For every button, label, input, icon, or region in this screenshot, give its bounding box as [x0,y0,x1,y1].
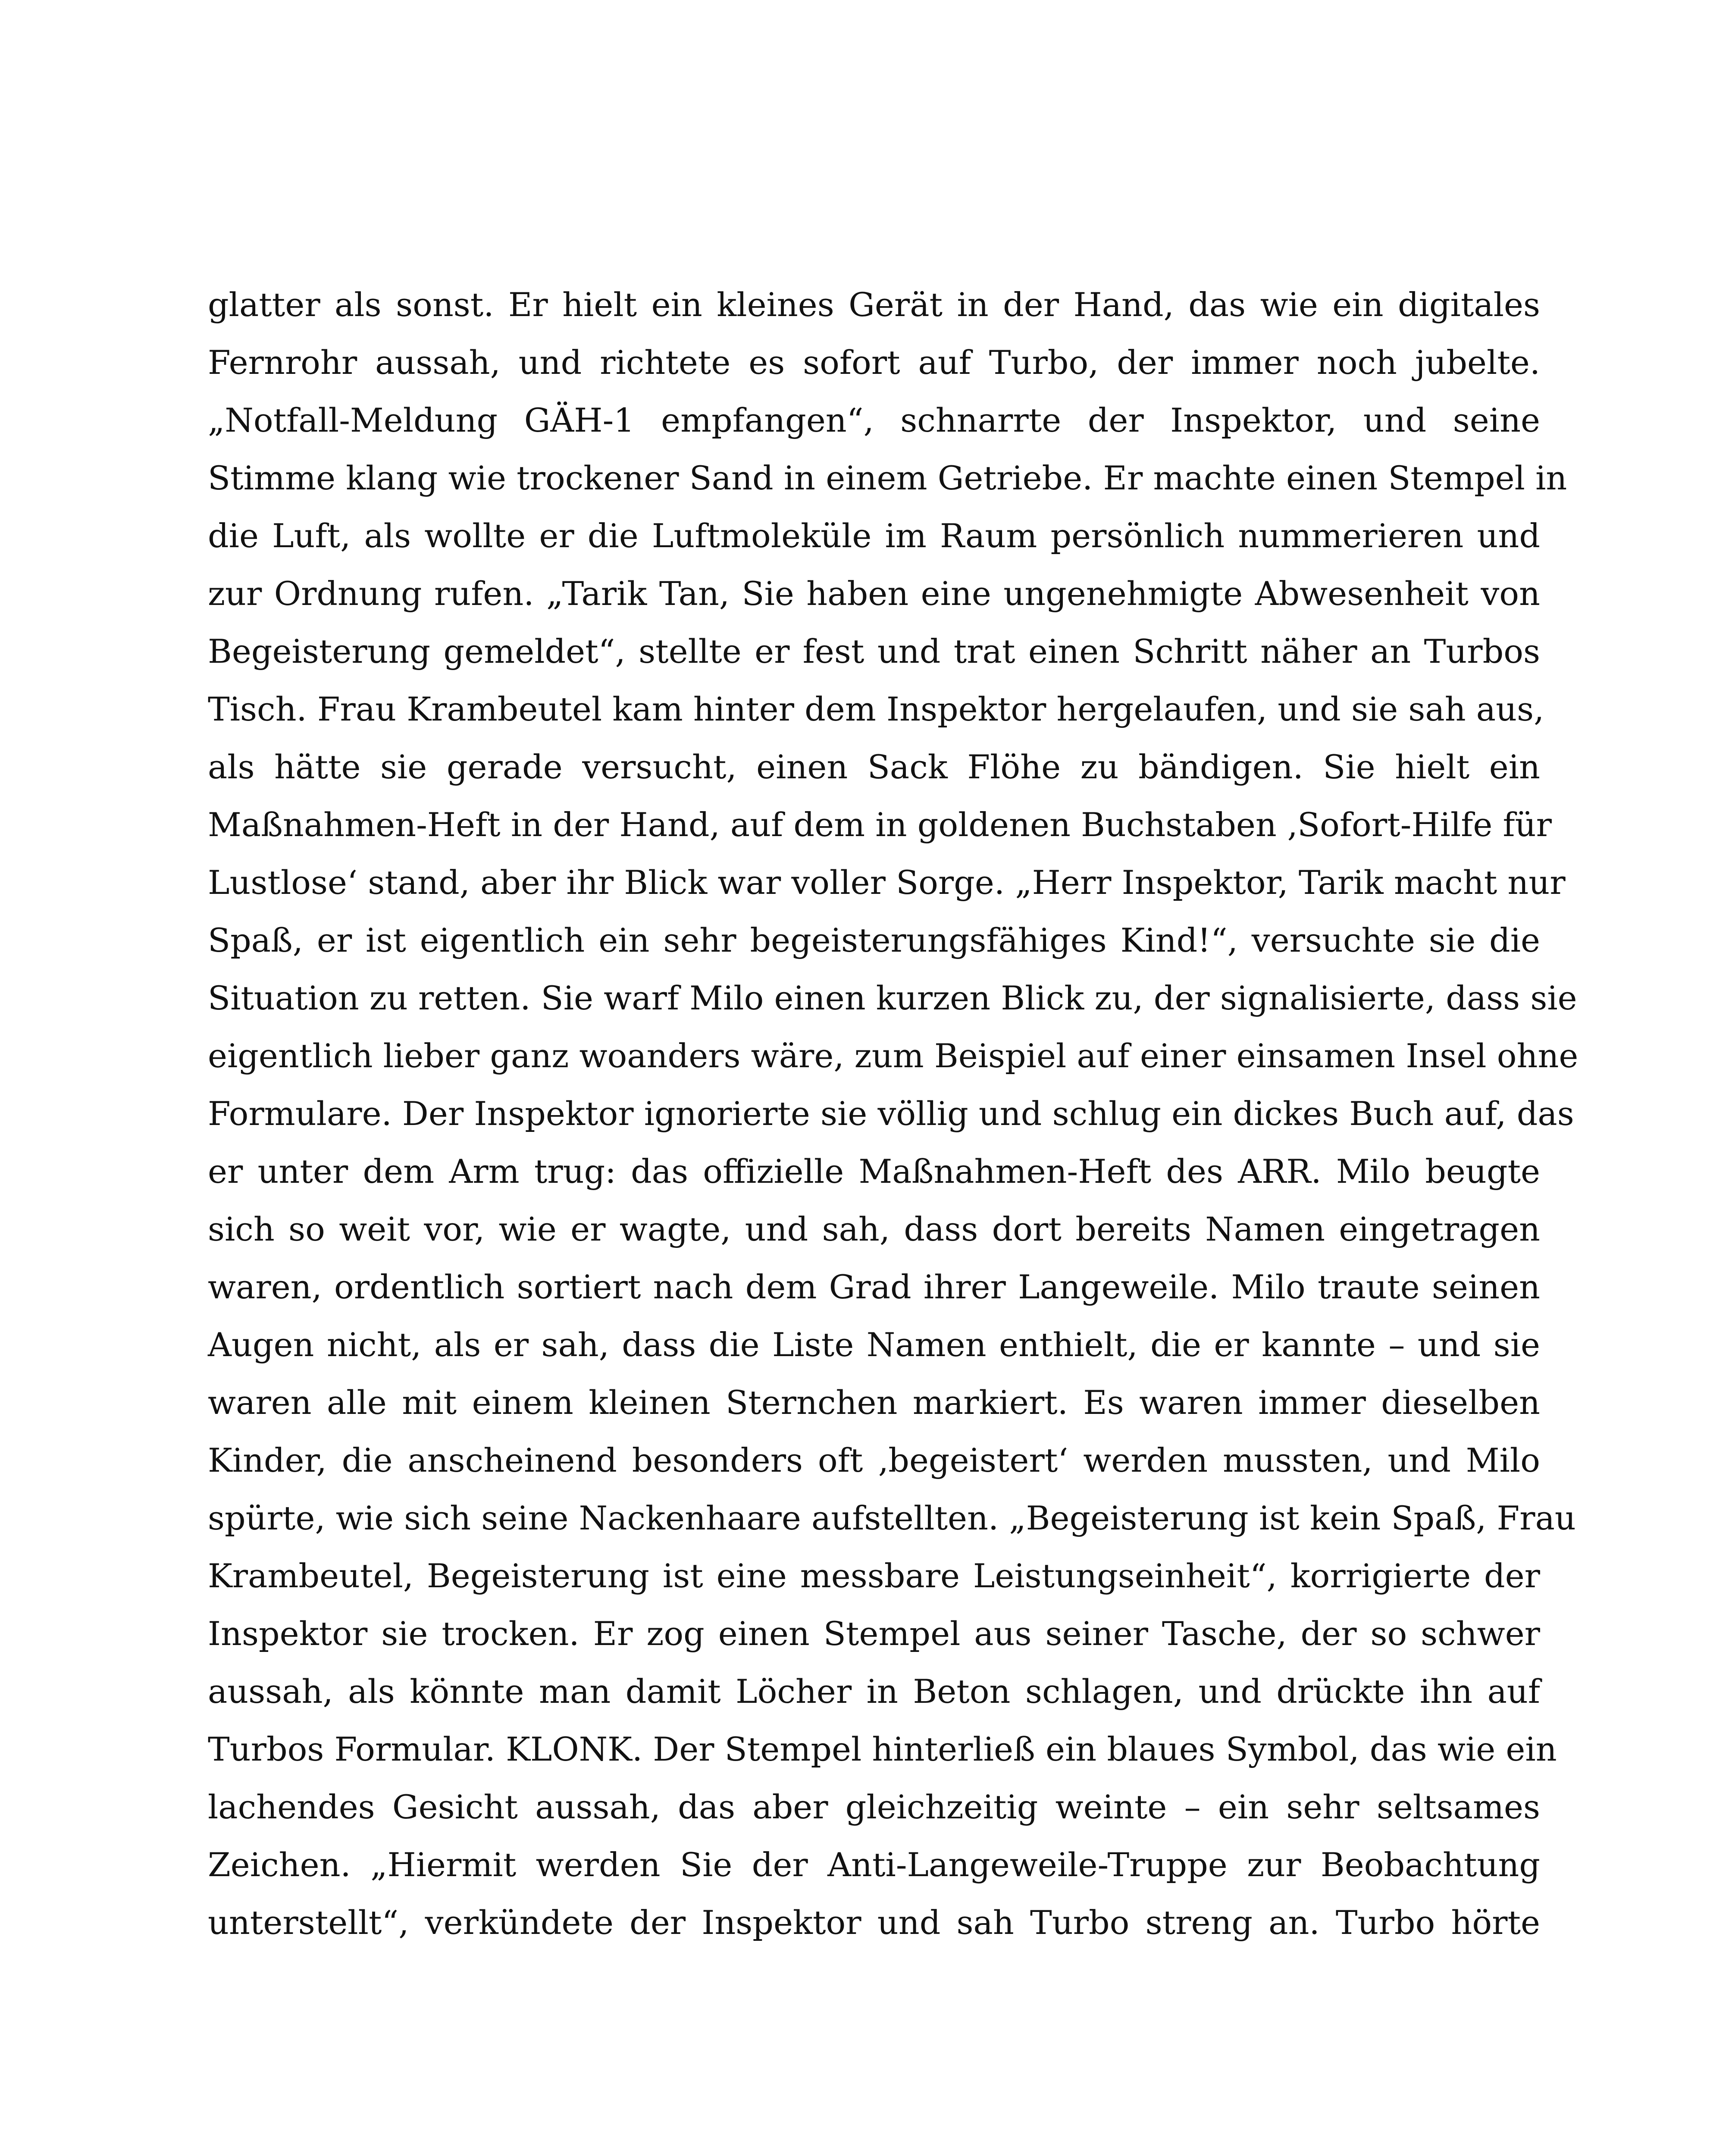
text-line: zur Ordnung rufen. „Tarik Tan, Sie haben eine ungenehmigte Abwesenheit von [208,574,1540,613]
text-line: Inspektor sie trocken. Er zog einen Stempel aus seiner Tasche, der so schwer [208,1614,1540,1653]
text-line: sich so weit vor, wie er wagte, und sah, dass dort bereits Namen eingetragen [208,1210,1540,1248]
text-line: er unter dem Arm trug: das offizielle Maßnahmen-Heft des ARR. Milo beugte [208,1152,1540,1191]
text-line: waren alle mit einem kleinen Sternchen markiert. Es waren immer dieselben [208,1383,1540,1422]
text-line: Begeisterung gemeldet“, stellte er fest und trat einen Schritt näher an Turbos [208,632,1540,671]
text-line: Zeichen. „Hiermit werden Sie der Anti-Langeweile-Truppe zur Beobachtung [208,1846,1540,1884]
text-line: Tisch. Frau Krambeutel kam hinter dem Inspektor hergelaufen, und sie sah aus, [208,690,1544,728]
body-text [208,276,1579,1952]
text-line: lachendes Gesicht aussah, das aber gleichzeitig weinte – ein sehr seltsames [208,1788,1540,1826]
text-line: waren, ordentlich sortiert nach dem Grad ihrer Langeweile. Milo traute seinen [208,1268,1540,1306]
text-line: Krambeutel, Begeisterung ist eine messbare Leistungseinheit“, korrigierte der [208,1557,1540,1595]
text-line: Stimme klang wie trockener Sand in einem Getriebe. Er machte einen Stempel in [208,459,1567,497]
text-line: aussah, als könnte man damit Löcher in Beton schlagen, und drückte ihn auf [208,1672,1540,1711]
text-line: Formulare. Der Inspektor ignorierte sie völlig und schlug ein dickes Buch auf, das [208,1094,1574,1133]
text-line: „Notfall-Meldung GÄH-1 empfangen“, schnarrte der Inspektor, und seine [208,401,1540,439]
text-line: Kinder, die anscheinend besonders oft ‚begeistert‘ werden mussten, und Milo [208,1441,1540,1479]
text-line: Maßnahmen-Heft in der Hand, auf dem in goldenen Buchstaben ‚Sofort-Hilfe für [208,805,1552,844]
text-line: eigentlich lieber ganz woanders wäre, zum Beispiel auf einer einsamen Insel ohne [208,1037,1579,1075]
text-line: spürte, wie sich seine Nackenhaare aufstellten. „Begeisterung ist kein Spaß, Frau [208,1499,1576,1537]
text-line: Spaß, er ist eigentlich ein sehr begeisterungsfähiges Kind!“, versuchte sie die [208,921,1540,959]
text-line: Situation zu retten. Sie warf Milo einen kurzen Blick zu, der signalisierte, dass sie [208,979,1577,1017]
text-line: die Luft, als wollte er die Luftmoleküle im Raum persönlich nummerieren und [208,517,1540,555]
text-line: unterstellt“, verkündete der Inspektor und sah Turbo streng an. Turbo hörte [208,1903,1540,1942]
text-line: Lustlose‘ stand, aber ihr Blick war voller Sorge. „Herr Inspektor, Tarik macht nur [208,863,1566,902]
text-line: Augen nicht, als er sah, dass die Liste Namen enthielt, die er kannte – und sie [208,1326,1540,1364]
text-line: Fernrohr aussah, und richtete es sofort auf Turbo, der immer noch jubelte. [208,343,1540,382]
text-line: als hätte sie gerade versucht, einen Sack Flöhe zu bändigen. Sie hielt ein [208,748,1540,786]
text-line: glatter als sonst. Er hielt ein kleines Gerät in der Hand, das wie ein digitales [208,285,1540,324]
text-line: Turbos Formular. KLONK. Der Stempel hinterließ ein blaues Symbol, das wie ein [208,1730,1557,1768]
